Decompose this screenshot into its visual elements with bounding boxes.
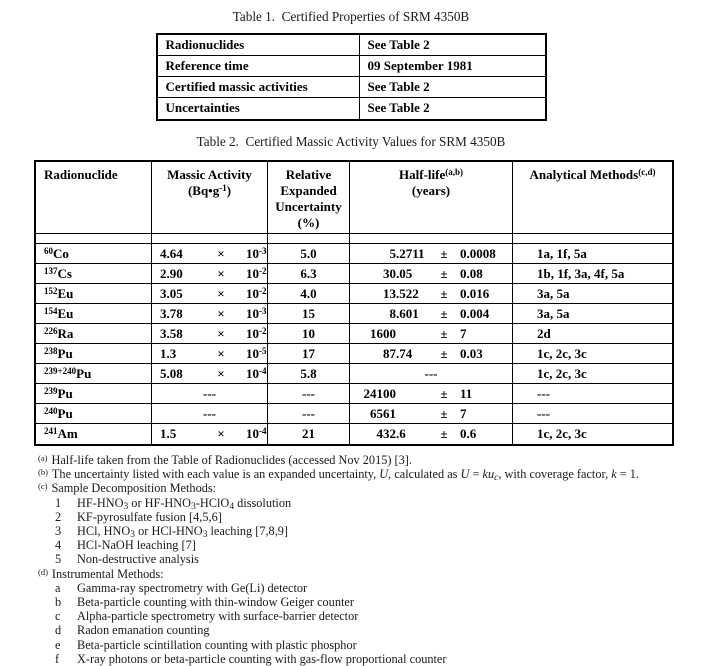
text-segment: (Bq•g — [187, 183, 220, 198]
half-life-integer: 432 — [376, 426, 396, 441]
text-segment: k — [611, 467, 617, 482]
half-life-cell — [350, 304, 513, 324]
radionuclide-cell — [36, 364, 152, 384]
footnote-list-item — [38, 623, 702, 637]
half-life-cell: --- — [350, 364, 513, 384]
massic-activity-cell — [152, 244, 268, 264]
table1-property-value: 09 September 1981 — [367, 58, 473, 73]
text-segment: X-ray photons or beta-particle counting with gas-flow proportional counter — [77, 651, 447, 666]
power-of-ten — [246, 264, 267, 283]
header-line — [152, 183, 267, 199]
table2-body — [36, 244, 672, 444]
header-analytical-methods — [513, 162, 672, 234]
footnote-list-item — [38, 609, 702, 623]
power-base: 10 — [246, 426, 259, 441]
power-base: 10 — [246, 286, 259, 301]
table2-row — [36, 404, 672, 424]
mass-number: 239 — [44, 386, 58, 396]
table2-row — [36, 244, 672, 264]
radionuclide-cell — [36, 264, 152, 284]
footnote-marker: (b) — [38, 467, 48, 478]
table1-property-label: Reference time — [158, 56, 360, 76]
header-massic-activity — [152, 162, 268, 234]
power-exponent: -2 — [259, 326, 267, 336]
footnotes-section — [38, 453, 702, 666]
times-symbol: × — [217, 426, 225, 441]
half-life-uncertainty: 0.08 — [460, 266, 483, 281]
table2-header-row — [36, 162, 672, 234]
text-segment: = 1. — [616, 467, 639, 482]
element-symbol: Ra — [57, 326, 74, 341]
text-segment: 3 — [123, 501, 129, 512]
list-item-marker: b — [55, 595, 62, 610]
radionuclide-cell — [36, 384, 152, 404]
spacer-cell — [268, 234, 350, 244]
half-life-cell — [350, 244, 513, 264]
half-life-uncertainty: 0.004 — [460, 306, 490, 321]
analytical-methods-cell: 3a, 5a — [513, 284, 672, 304]
text-segment: 4 — [229, 501, 235, 512]
times-symbol: × — [217, 326, 225, 341]
power-of-ten — [246, 344, 267, 363]
list-item-marker: a — [55, 580, 61, 595]
half-life-uncertainty: 0.03 — [460, 346, 483, 361]
table1-property-value: See Table 2 — [367, 79, 430, 94]
power-exponent: -2 — [259, 266, 267, 276]
header-line: Relative — [285, 167, 332, 182]
activity-coefficient: 4.64 — [160, 246, 183, 261]
radionuclide-cell — [36, 304, 152, 324]
mass-number: 240 — [44, 406, 58, 416]
footnote-text — [51, 453, 412, 467]
footnote-list-item — [38, 652, 702, 666]
power-base: 10 — [246, 346, 259, 361]
table1-property-value: See Table 2 — [367, 37, 430, 52]
plus-minus-symbol: ± — [440, 426, 448, 441]
power-of-ten — [246, 284, 267, 303]
text-segment: Instrumental Methods: — [51, 566, 164, 581]
times-symbol: × — [217, 266, 225, 281]
list-item-text — [77, 595, 354, 609]
times-symbol: × — [217, 286, 225, 301]
element-symbol: Co — [53, 246, 69, 261]
half-life-cell — [350, 424, 513, 444]
spacer-cell — [36, 234, 152, 244]
radionuclide-cell — [36, 324, 152, 344]
activity-coefficient: 1.3 — [160, 346, 177, 361]
text-segment: 3 — [130, 530, 136, 541]
plus-minus-symbol: ± — [440, 286, 448, 301]
list-item-text — [77, 609, 358, 623]
footnote-c — [38, 481, 702, 495]
half-life-integer: 6561 — [370, 406, 396, 421]
table2-row — [36, 384, 672, 404]
power-base: 10 — [246, 306, 259, 321]
spacer-cell — [513, 234, 672, 244]
table1-property-label: Radionuclides — [158, 35, 360, 55]
power-base: 10 — [246, 326, 259, 341]
mass-number: 152 — [44, 286, 58, 296]
power-base: 10 — [246, 366, 259, 381]
mass-number: 238 — [44, 346, 58, 356]
half-life-fraction: .74 — [396, 346, 413, 361]
half-life-uncertainty: 7 — [460, 406, 467, 421]
sample-decomposition-methods-list — [38, 496, 702, 567]
text-segment: -1 — [219, 183, 227, 193]
power-exponent: -4 — [259, 366, 267, 376]
header-line — [350, 167, 512, 183]
text-segment: , calculated as — [388, 467, 461, 482]
half-life-uncertainty: 7 — [460, 326, 467, 341]
radionuclide-cell — [36, 244, 152, 264]
relative-uncertainty-cell: --- — [268, 384, 350, 404]
footnote-list-item — [38, 595, 702, 609]
activity-coefficient: 5.08 — [160, 366, 183, 381]
text-segment: Beta-particle counting with thin-window Geiger counter — [77, 595, 354, 610]
list-item-text — [77, 496, 291, 510]
analytical-methods-cell: 1c, 2c, 3c — [537, 426, 587, 441]
half-life-cell — [350, 384, 513, 404]
list-item-marker: 5 — [55, 552, 62, 567]
text-segment: HCl, HNO — [77, 524, 131, 539]
text-segment: or HF-HNO — [128, 495, 192, 510]
text-segment: -HClO — [195, 495, 230, 510]
power-exponent: -4 — [259, 426, 267, 436]
analytical-methods-cell: 3a, 5a — [513, 304, 672, 324]
half-life-cell — [350, 284, 513, 304]
table1-row — [158, 77, 545, 98]
mass-number: 241 — [44, 426, 58, 436]
mass-number: 154 — [44, 306, 58, 316]
footnote-d — [38, 567, 702, 581]
half-life-integer: 5 — [389, 246, 396, 261]
activity-coefficient: 3.58 — [160, 326, 183, 341]
element-symbol: Eu — [57, 306, 74, 321]
radionuclide-cell — [36, 284, 152, 304]
massic-activity-cell — [152, 284, 268, 304]
text-segment: Half-life taken from the Table of Radionuclides (accessed Nov 2015) [3]. — [51, 453, 412, 467]
table2-row — [36, 364, 672, 384]
plus-minus-symbol: ± — [440, 306, 448, 321]
activity-coefficient: 1.5 — [160, 426, 177, 441]
half-life-cell — [350, 324, 513, 344]
spacer-cell — [152, 234, 268, 244]
analytical-methods-cell: 1b, 1f, 3a, 4f, 5a — [513, 264, 672, 284]
footnote-list-item — [38, 538, 702, 552]
text-segment: Half-life — [399, 167, 446, 182]
text-segment: HCl-NaOH leaching [7] — [77, 538, 196, 553]
power-of-ten — [246, 244, 267, 263]
table1-row — [158, 98, 545, 119]
activity-coefficient: 3.78 — [160, 306, 183, 321]
text-segment: U — [460, 467, 470, 482]
text-segment: 3 — [191, 501, 196, 512]
list-item-marker: 4 — [55, 538, 62, 553]
text-segment: , with coverage factor, — [498, 467, 612, 482]
footnote-marker: (d) — [38, 566, 48, 577]
text-segment: c — [494, 473, 499, 484]
footnote-a — [38, 453, 702, 467]
half-life-integer: 24100 — [363, 386, 396, 401]
times-symbol: × — [217, 306, 225, 321]
text-segment: Radon emanation counting — [77, 623, 210, 638]
mass-number: 60 — [44, 246, 53, 256]
table2-row — [36, 264, 672, 284]
table2-certified-massic-activity — [34, 160, 674, 446]
table2-row — [36, 284, 672, 304]
massic-activity-cell: --- — [152, 384, 268, 404]
table1-property-label: Certified massic activities — [158, 77, 360, 97]
footnote-list-item — [38, 524, 702, 541]
power-of-ten — [246, 364, 267, 383]
list-item-text — [77, 510, 222, 524]
footnote-list-item — [38, 552, 702, 566]
times-symbol: × — [217, 346, 225, 361]
half-life-fraction: .05 — [396, 266, 413, 281]
plus-minus-symbol: ± — [440, 386, 448, 401]
relative-uncertainty-cell: 6.3 — [268, 264, 350, 284]
element-symbol: Pu — [76, 366, 92, 381]
power-base: 10 — [246, 246, 259, 261]
element-symbol: Pu — [57, 386, 73, 401]
table2-row — [36, 324, 672, 344]
table2-row — [36, 424, 672, 444]
text-segment: ) — [226, 183, 232, 198]
plus-minus-symbol: ± — [440, 266, 448, 281]
half-life-cell — [350, 264, 513, 284]
element-symbol: Pu — [57, 346, 73, 361]
analytical-methods-cell: 1c, 2c, 3c — [513, 344, 672, 364]
half-life-cell — [350, 344, 513, 364]
half-life-cell — [350, 404, 513, 424]
list-item-text — [77, 581, 307, 595]
text-segment: 3 — [202, 530, 208, 541]
times-symbol: × — [217, 246, 225, 261]
footnote-b — [38, 467, 702, 484]
relative-uncertainty-cell: 5.8 — [268, 364, 350, 384]
list-item-marker: 1 — [55, 495, 62, 510]
analytical-methods-cell: 1a, 1f, 5a — [513, 244, 672, 264]
footnote-list-item — [38, 510, 702, 524]
half-life-fraction: .6 — [396, 426, 406, 441]
text-segment: Gamma-ray spectrometry with Ge(Li) detector — [77, 580, 308, 595]
plus-minus-symbol: ± — [440, 406, 448, 421]
relative-uncertainty-cell: 5.0 — [268, 244, 350, 264]
relative-uncertainty-cell: --- — [268, 404, 350, 424]
half-life-integer: 8 — [389, 306, 396, 321]
footnote-marker: (c) — [38, 481, 48, 492]
text-segment: (c,d) — [638, 167, 656, 177]
header-line: (years) — [411, 183, 451, 198]
power-of-ten — [246, 424, 267, 443]
element-symbol: Am — [57, 426, 78, 441]
half-life-integer: 30 — [383, 266, 396, 281]
list-item-text — [77, 652, 446, 666]
radionuclide-cell — [36, 424, 152, 444]
half-life-integer: 13 — [383, 286, 396, 301]
text-segment: Non-destructive analysis — [77, 552, 199, 567]
analytical-methods-cell: --- — [513, 404, 672, 424]
text-segment: The uncertainty listed with each value is an expanded uncertainty, — [51, 467, 380, 482]
power-exponent: -3 — [259, 246, 267, 256]
plus-minus-symbol: ± — [440, 346, 448, 361]
element-symbol: Eu — [57, 286, 74, 301]
text-segment: HF-HNO — [77, 495, 124, 510]
list-item-marker: 3 — [55, 524, 62, 539]
list-item-text — [77, 623, 210, 637]
table2-row — [36, 344, 672, 364]
footnote-text — [51, 467, 639, 484]
header-line: (%) — [297, 215, 320, 230]
times-symbol: × — [217, 366, 225, 381]
radionuclide-cell — [36, 404, 152, 424]
analytical-methods-cell: 2d — [513, 324, 672, 344]
massic-activity-cell — [152, 324, 268, 344]
massic-activity-cell: --- — [152, 404, 268, 424]
text-segment: leaching [7,8,9] — [207, 524, 289, 539]
half-life-fraction: .2711 — [396, 246, 425, 261]
header-half-life — [350, 162, 513, 234]
table2-spacer-row — [36, 234, 672, 244]
relative-uncertainty-cell: 4.0 — [268, 284, 350, 304]
list-item-marker: d — [55, 623, 62, 638]
analytical-methods-cell: 1c, 2c, 3c — [513, 364, 672, 384]
table1-property-value: See Table 2 — [367, 100, 430, 115]
massic-activity-cell — [152, 264, 268, 284]
massic-activity-cell — [152, 364, 268, 384]
header-line: Massic Activity — [167, 167, 252, 182]
text-segment: KF-pyrosulfate fusion [4,5,6] — [77, 509, 222, 524]
relative-uncertainty-cell: 15 — [268, 304, 350, 324]
instrumental-methods-list — [38, 581, 702, 666]
element-symbol: Cs — [57, 266, 72, 281]
activity-coefficient: 3.05 — [160, 286, 183, 301]
half-life-integer: 1600 — [370, 326, 396, 341]
footnote-list-item — [38, 496, 702, 510]
table1-row — [158, 56, 545, 77]
radionuclide-cell — [36, 344, 152, 364]
relative-uncertainty-cell: 10 — [268, 324, 350, 344]
list-item-marker: e — [55, 637, 61, 652]
table2-title: Table 2. Certified Massic Activity Values for SRM 4350B — [196, 134, 506, 149]
text-segment: Alpha-particle spectrometry with surface-barrier detector — [77, 609, 359, 624]
relative-uncertainty-cell: 17 — [268, 344, 350, 364]
mass-number: 239+240 — [44, 366, 77, 376]
text-segment: Beta-particle scintillation counting with plastic phosphor — [77, 637, 357, 652]
table2-row — [36, 304, 672, 324]
analytical-methods-cell: --- — [513, 384, 672, 404]
text-segment: Sample Decomposition Methods: — [51, 481, 217, 496]
plus-minus-symbol: ± — [440, 326, 448, 341]
half-life-uncertainty: 0.0008 — [460, 246, 496, 261]
relative-uncertainty-cell: 21 — [268, 424, 350, 444]
list-item-text — [77, 524, 289, 541]
massic-activity-cell — [152, 424, 268, 444]
footnote-marker: (a) — [38, 453, 48, 463]
header-line: Uncertainty — [275, 199, 342, 214]
half-life-integer: 87 — [383, 346, 396, 361]
header-line — [513, 167, 672, 183]
text-segment: ku — [482, 467, 495, 482]
power-base: 10 — [246, 266, 259, 281]
text-segment: (a,b) — [445, 167, 463, 177]
activity-coefficient: 2.90 — [160, 266, 183, 281]
power-exponent: -5 — [259, 346, 267, 356]
plus-minus-symbol: ± — [440, 246, 448, 261]
mass-number: 137 — [44, 266, 58, 276]
list-item-marker: c — [55, 609, 61, 624]
text-segment: U — [379, 467, 389, 482]
footnote-list-item — [38, 638, 702, 652]
power-of-ten — [246, 304, 267, 323]
massic-activity-cell — [152, 344, 268, 364]
table1-certified-properties — [156, 33, 547, 121]
half-life-uncertainty: 11 — [460, 386, 473, 401]
half-life-uncertainty: 0.016 — [460, 286, 490, 301]
list-item-marker: 2 — [55, 509, 62, 524]
power-of-ten — [246, 324, 267, 343]
list-item-text — [77, 638, 357, 652]
table1-title: Table 1. Certified Properties of SRM 4350B — [232, 9, 470, 24]
footnote-text — [51, 481, 216, 495]
text-segment: Analytical Methods — [529, 167, 639, 182]
footnote-text — [52, 567, 164, 581]
list-item-marker: f — [55, 651, 60, 666]
header-radionuclide: Radionuclide — [36, 162, 152, 234]
power-exponent: -3 — [259, 306, 267, 316]
half-life-fraction: .522 — [396, 286, 419, 301]
element-symbol: Pu — [57, 406, 73, 421]
mass-number: 226 — [44, 326, 58, 336]
list-item-text — [77, 538, 196, 552]
half-life-uncertainty: 0.6 — [460, 426, 477, 441]
spacer-cell — [350, 234, 513, 244]
text-segment: = — [469, 467, 483, 482]
table1-property-label: Uncertainties — [158, 98, 360, 119]
power-exponent: -2 — [259, 286, 267, 296]
header-relative-expanded-uncertainty — [268, 162, 350, 234]
text-segment: dissolution — [234, 495, 292, 510]
header-line: Expanded — [280, 183, 337, 198]
list-item-text — [77, 552, 199, 566]
half-life-fraction: .601 — [396, 306, 419, 321]
table1-row — [158, 35, 545, 56]
footnote-list-item — [38, 581, 702, 595]
text-segment: or HCl-HNO — [135, 524, 203, 539]
massic-activity-cell — [152, 304, 268, 324]
